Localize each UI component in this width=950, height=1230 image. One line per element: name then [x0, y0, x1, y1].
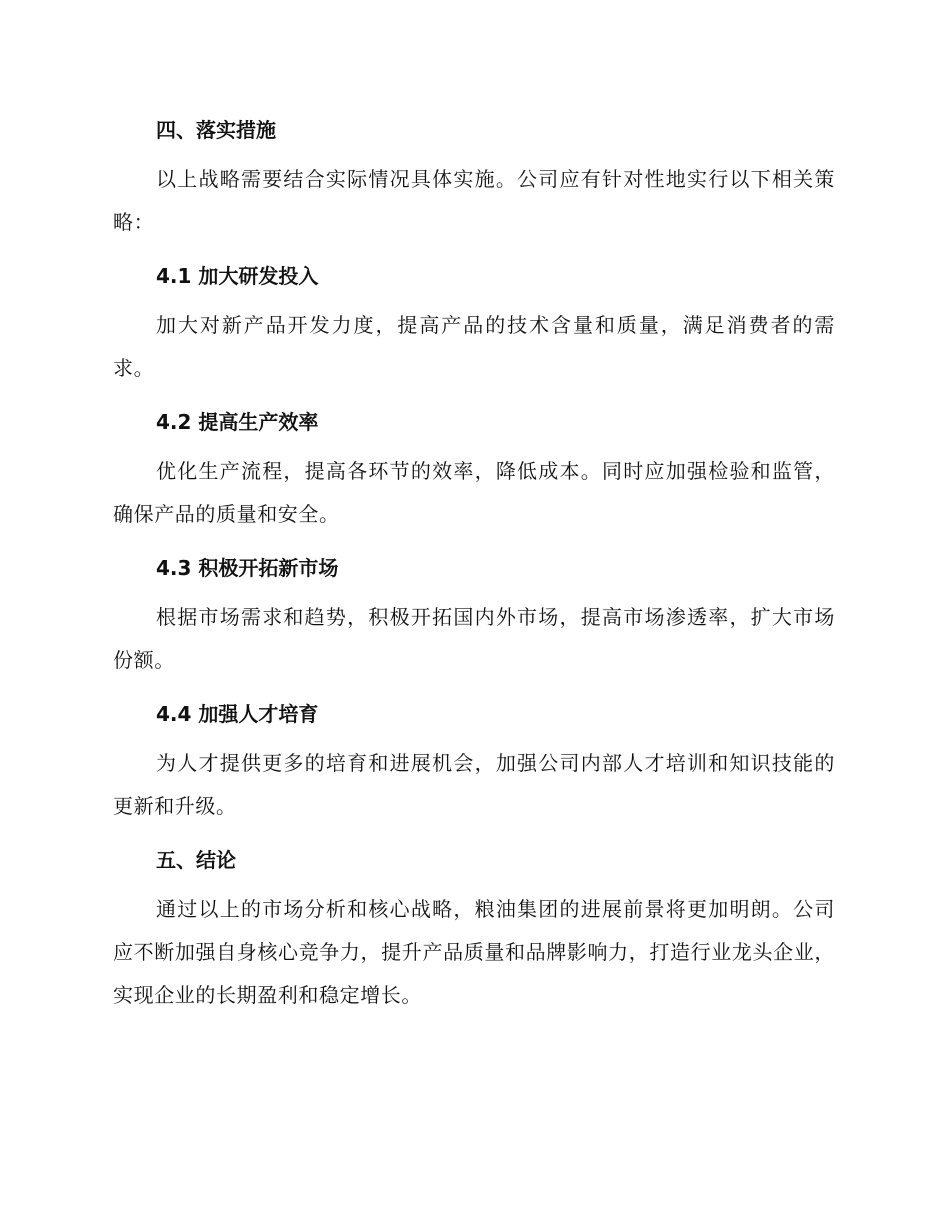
section-heading-conclusion: 五、结论 [156, 848, 236, 872]
section-heading-production-efficiency: 4.2 提高生产效率 [156, 410, 319, 434]
section-paragraph-rd-investment: 加大对新产品开发力度，提高产品的技术含量和质量，满足消费者的需求。 [113, 313, 835, 380]
section-heading-new-markets: 4.3 积极开拓新市场 [156, 556, 339, 580]
section-paragraph-conclusion: 通过以上的市场分析和核心战略，粮油集团的进展前景将更加明朗。公司应不断加强自身核心竞争力，提升产品质量和品牌影响力，打造行业龙头企业，实现企业的长期盈利和稳定增长。 [113, 897, 835, 1007]
section-paragraph-implementation: 以上战略需要结合实际情况具体实施。公司应有针对性地实行以下相关策略： [113, 167, 835, 234]
document-page [113, 108, 835, 1017]
section-heading-rd-investment: 4.1 加大研发投入 [156, 264, 319, 288]
section-paragraph-production-efficiency: 优化生产流程，提高各环节的效率，降低成本。同时应加强检验和监管，确保产品的质量和安全。 [113, 459, 835, 526]
section-heading-implementation: 四、落实措施 [156, 118, 276, 142]
section-paragraph-talent-development: 为人才提供更多的培育和进展机会，加强公司内部人才培训和知识技能的更新和升级。 [113, 751, 835, 818]
section-heading-talent-development: 4.4 加强人才培育 [156, 702, 319, 726]
section-paragraph-new-markets: 根据市场需求和趋势，积极开拓国内外市场，提高市场渗透率，扩大市场份额。 [113, 605, 835, 672]
